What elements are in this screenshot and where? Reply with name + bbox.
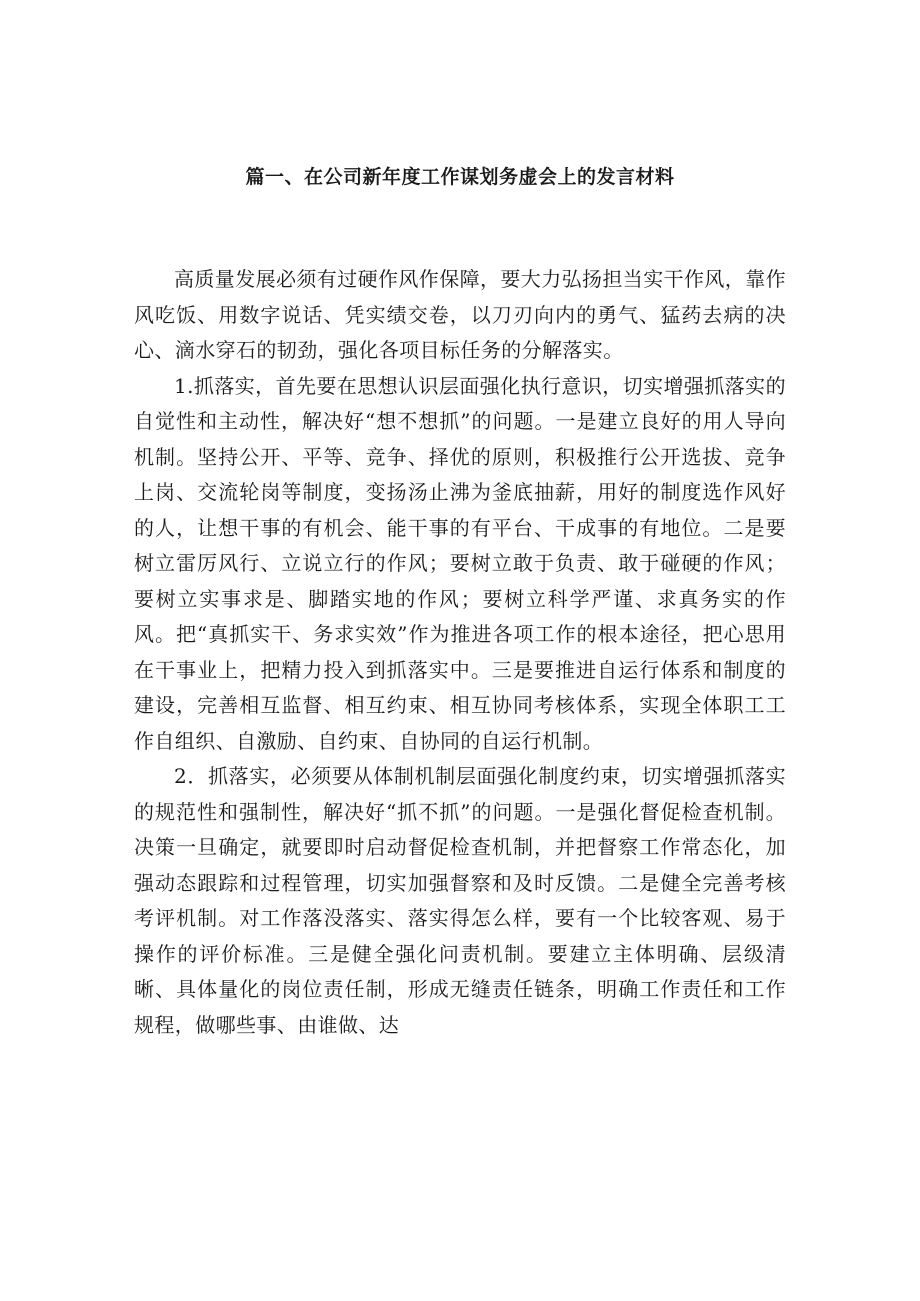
paragraph-point-1: 1.抓落实，首先要在思想认识层面强化执行意识，切实增强抓落实的自觉性和主动性，解决好“想不想抓”的问题。一是建立良好的用人导向机制。坚持公开、平等、竞争、择优的原则，积极推行公开选拔、竞争上岗、交流轮岗等制度，变扬汤止沸为釜底抽薪，用好的制度选作风好的人，让想干事的有机会、能干事的有平台、干成事的有地位。二是要树立雷厉风行、立说立行的作风；要树立敢于负责、敢于碰硬的作风；要树立实事求是、脚踏实地的作风；要树立科学严谨、求真务实的作风。把“真抓实干、务求实效”作为推进各项工作的根本途径，把心思用在干事业上，把精力投入到抓落实中。三是要推进自运行体系和制度的建设，完善相互监督、相互约束、相互协同考核体系，实现全体职工工作自组织、自激励、自约束、自协同的自运行机制。 [134, 373, 786, 753]
paragraph-point-2: 2．抓落实，必须要从体制机制层面强化制度约束，切实增强抓落实的规范性和强制性，解决好“抓不抓”的问题。一是强化督促检查机制。决策一旦确定，就要即时启动督促检查机制，并把督察工作常态化，加强动态跟踪和过程管理，切实加强督察和及时反馈。二是健全完善考核考评机制。对工作落没落实、落实得怎么样，要有一个比较客观、易于操作的评价标准。三是健全强化问责机制。要建立主体明确、层级清晰、具体量化的岗位责任制，形成无缝责任链条，明确工作责任和工作规程，做哪些事、由谁做、达 [134, 764, 786, 1037]
document-body [134, 262, 786, 1043]
paragraph-intro: 高质量发展必须有过硬作风作保障，要大力弘扬担当实干作风，靠作风吃饭、用数字说话、凭实绩交卷，以刀刃向内的勇气、猛药去病的决心、滴水穿石的韧劲，强化各项目标任务的分解落实。 [134, 267, 786, 362]
document-title: 篇一、在公司新年度工作谋划务虚会上的发言材料 [245, 166, 675, 188]
